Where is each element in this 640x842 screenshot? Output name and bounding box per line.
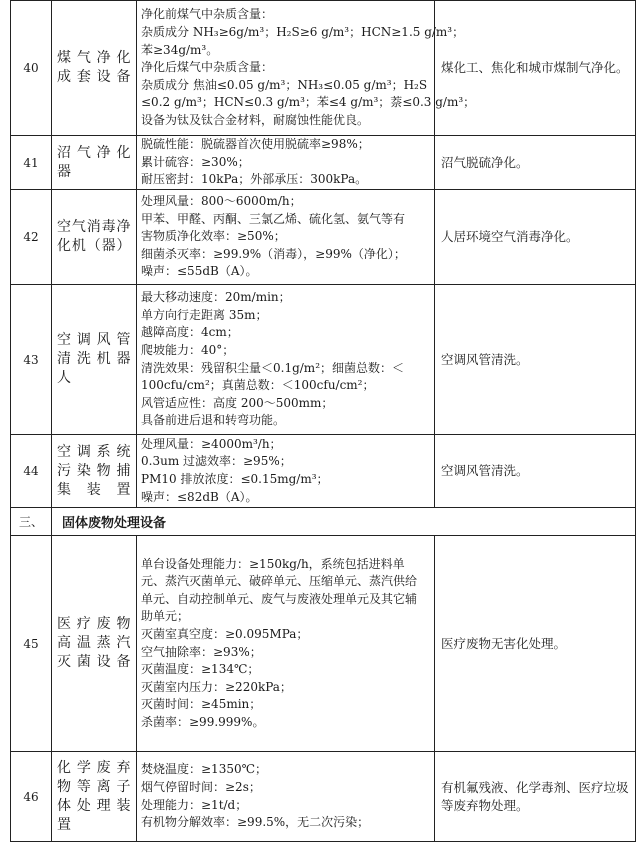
technical-spec [137,285,435,435]
row-number: 42 [11,190,52,285]
spec-line: 有机物分解效率：≥99.5%，无二次污染； [141,815,370,830]
equipment-table-body [11,1,636,842]
row-number: 43 [11,285,52,435]
row-number: 40 [11,1,52,136]
spec-line: 噪声：≤55dB（A）。 [141,264,258,279]
application-line: 有机氟残液、化学毒剂、医疗垃圾 [441,779,629,795]
section-title: 固体废物处理设备 [52,508,636,536]
spec-line: 风管适应性：高度 200～500mm； [141,395,334,410]
row-number: 45 [11,536,52,752]
equipment-name [52,285,137,435]
equipment-name-line: 化机（器） [57,238,131,254]
spec-line: 害物质净化效率：≥50%； [141,229,286,244]
application-line: 医疗废物无害化处理。 [441,635,567,651]
spec-line: PM10 排放浓度：≤0.15mg/m³； [141,472,329,486]
equipment-name [52,136,137,190]
table-row [11,536,636,752]
spec-line: 灭菌温度：≥134℃； [141,662,260,677]
equipment-name-line: 空气消毒净 [57,219,131,235]
equipment-name [52,752,137,842]
application-line: 空调风管清洗。 [441,463,529,478]
equipment-name-line: 器 [57,163,72,180]
application-line: 人居环境空气消毒净化。 [441,229,579,244]
equipment-name-line: 成套设备 [57,69,131,85]
equipment-name [52,190,137,285]
equipment-name-line: 高温蒸汽 [57,635,131,651]
spec-line: 0.3um 过滤效率：≥95%； [141,454,292,469]
application-line: 煤化工、焦化和城市煤制气净化。 [441,60,629,75]
technical-spec [137,1,476,136]
application-line: 沼气脱硫净化。 [441,154,529,170]
equipment-name-line: 医疗废物 [57,616,131,632]
spec-line: 灭菌室内压力：≥220kPa； [141,679,292,694]
spec-line: 烟气停留时间：≥2s； [141,779,261,794]
equipment-table [10,0,636,842]
spec-line: 处理风量：800～6000m/h； [141,194,302,209]
application-scope [435,536,636,752]
spec-line: 元、蒸汽灭菌单元、破碎单元、压缩单元、蒸汽供给 [141,574,418,589]
application-scope [435,752,636,842]
equipment-name-line: 空调风管 [57,332,131,348]
row-number: 46 [11,752,52,842]
spec-line: 空气抽除率：≥93%； [141,644,262,659]
spec-line: 助单元； [141,609,190,624]
equipment-name-line: 灭菌设备 [57,654,131,670]
technical-spec [137,752,435,842]
equipment-name [52,435,137,508]
equipment-name-line: 化学废弃 [57,759,131,776]
equipment-name [52,1,137,136]
table-row [11,285,636,435]
spec-line: 耐压密封：10kPa；外部承压：300kPa。 [141,172,368,187]
spec-line: 杂质成分 NH₃≥6g/m³；H₂S≥6 g/m³；HCN≥1.5 g/m³； [141,25,465,40]
table-row [11,136,636,190]
spec-line: 焚烧温度：≥1350℃； [141,762,268,777]
section-number: 三、 [11,508,52,536]
equipment-name-line: 污染物捕 [57,462,131,479]
spec-line: 越障高度：4cm； [141,325,239,340]
spec-line: 清洗效果：残留积尘量＜0.1g/m²；细菌总数：＜ [141,360,404,375]
spec-line: 噪声：≤82dB（A）。 [141,489,258,504]
spec-line: 杂质成分 焦油≤0.05 g/m³；NH₃≤0.05 g/m³；H₂S [141,77,428,92]
spec-line: 灭菌时间：≥45min； [141,697,262,712]
section-row [11,508,636,536]
spec-line: 细菌杀灭率：≥99.9%（消毒），≥99%（净化）； [141,246,406,261]
equipment-name-line: 煤气净化 [57,50,131,66]
application-scope [435,435,636,508]
table-row [11,190,636,285]
application-line: 空调风管清洗。 [441,351,529,367]
spec-line: ≤0.2 g/m³；HCN≤0.3 g/m³；苯≤4 g/m³；萘≤0.3 g/m³； [141,95,476,110]
spec-line: 杀菌率：≥99.999%。 [141,714,265,729]
equipment-name [52,536,137,752]
spec-line: 苯≥34g/m³。 [141,42,219,57]
table-row [11,435,636,508]
spec-line: 灭菌室真空度：≥0.095MPa； [141,626,309,641]
spec-line: 爬坡能力：40°； [141,342,235,357]
spec-line: 处理风量：≥4000m³/h； [141,436,282,451]
equipment-name-line: 清洗机器 [57,351,131,367]
spec-line: 具备前进后退和转弯功能。 [141,413,286,428]
spec-line: 脱硫性能：脱硫器首次使用脱硫率≥98%； [141,137,370,152]
spec-line: 累计硫容：≥30%； [141,154,250,169]
application-line: 等废弃物处理。 [441,797,529,813]
technical-spec [137,136,435,190]
equipment-name-line: 物等离子 [57,778,131,795]
table-row [11,752,636,842]
row-number: 44 [11,435,52,508]
technical-spec [137,190,435,285]
spec-line: 净化后煤气中杂质含量： [141,60,274,75]
row-number: 41 [11,136,52,190]
application-scope [435,1,636,136]
spec-line: 净化前煤气中杂质含量： [141,7,274,22]
application-scope [435,285,636,435]
equipment-name-line: 沼气净化 [57,144,131,161]
spec-line: 单台设备处理能力：≥150kg/h，系统包括进料单 [141,556,405,571]
application-scope [435,190,636,285]
spec-line: 100cfu/cm²；真菌总数：＜100cfu/cm²； [141,378,375,393]
spec-line: 最大移动速度：20m/min； [141,290,291,305]
equipment-name-line: 空调系统 [57,443,131,460]
application-scope [435,136,636,190]
spec-line: 设备为钛及钛合金材料，耐腐蚀性能优良。 [141,112,370,127]
equipment-name-line: 人 [57,370,72,386]
table-row [11,1,636,136]
spec-line: 甲苯、甲醛、丙酮、三氯乙烯、硫化氢、氨气等有 [141,211,406,226]
equipment-name-line: 置 [57,816,72,833]
spec-line: 单方向行走距离 35m； [141,307,268,322]
spec-line: 处理能力：≥1t/d； [141,797,248,812]
technical-spec [137,536,435,752]
spec-line: 单元、自动控制单元、废气与废液处理单元及其它辅 [141,591,418,606]
equipment-name-line: 集装置 [57,481,131,498]
equipment-name-line: 体处理装 [57,797,131,814]
technical-spec [137,435,435,508]
